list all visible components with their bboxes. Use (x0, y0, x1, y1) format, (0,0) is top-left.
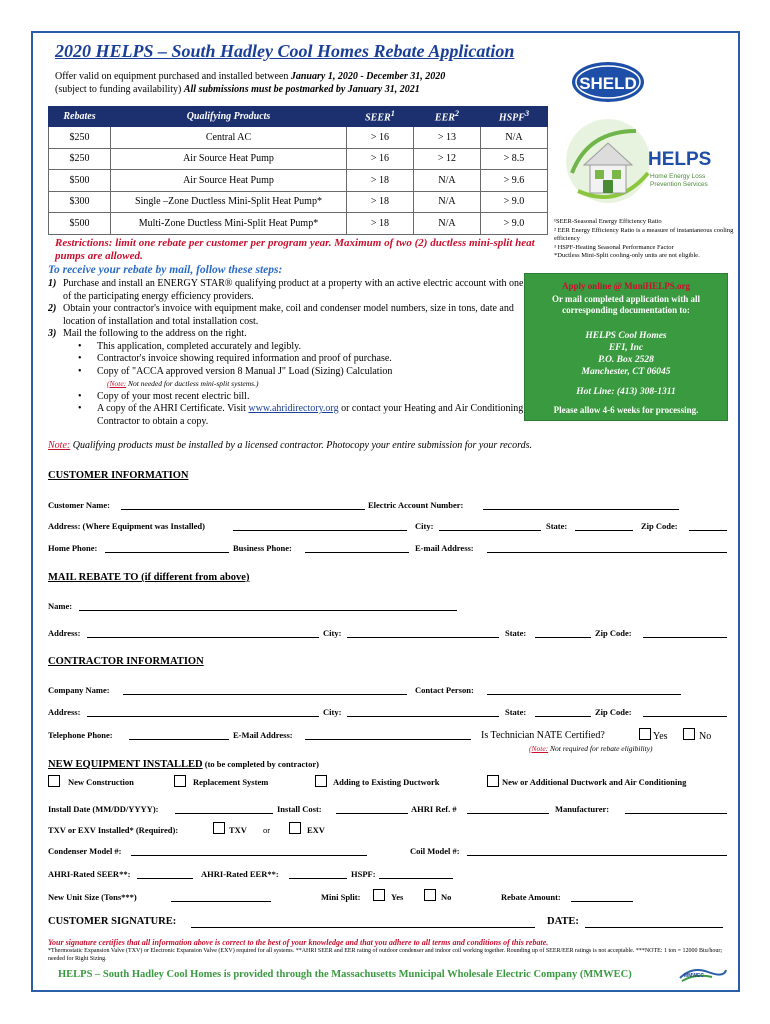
licensed-contractor-note: Note: Qualifying products must be installed by a licensed contractor. Photocopy your entire submission for your records. (48, 440, 533, 451)
ductless-note: (Note: Not needed for ductless mini-split systems.) (107, 379, 259, 388)
manufacturer-field[interactable] (625, 813, 727, 814)
page-title: 2020 HELPS – South Hadley Cool Homes Rebate Application (55, 41, 515, 61)
signature-label: CUSTOMER SIGNATURE: (48, 916, 177, 927)
mini-split-yes-label: Yes (391, 892, 404, 902)
contractor-email-label: E-Mail Address: (233, 730, 293, 740)
nate-no-label: No (699, 731, 712, 742)
restrictions-text: Restrictions: limit one rebate per customer per program year. Maximum of two (2) ductless mini-split heat pumps are allowed. (55, 237, 535, 262)
company-name-field[interactable] (123, 694, 407, 695)
customer-zip-field[interactable] (689, 530, 727, 531)
txv-exv-label: TXV or EXV Installed* (Required): (48, 825, 179, 835)
mini-split-no-label: No (441, 892, 452, 902)
rebate-table-header (49, 107, 548, 127)
list-item: 2) Obtain your contractor's invoice with equipment make, coil and condenser model numbers, size in tons, date and location of installation and total installation cost. (48, 303, 514, 327)
contractor-info-heading: CONTRACTOR INFORMATION (48, 656, 204, 667)
processing-time: Please allow 4-6 weeks for processing. (553, 405, 699, 415)
nate-yes-checkbox[interactable] (639, 728, 651, 740)
nate-question: Is Technician NATE Certified? (481, 730, 605, 741)
replacement-system-label: Replacement System (193, 777, 269, 787)
sheld-logo-text: SHELD (579, 74, 637, 93)
contractor-phone-field[interactable] (129, 739, 229, 740)
signature-date-label: DATE: (547, 916, 579, 927)
list-item: • Copy of "ACCA approved version 8 Manual J" Load (Sizing) Calculation (78, 365, 393, 377)
list-item: • A copy of the AHRI Certificate. Visit www.ahridirectory.org or contact your Heating and Air Conditioning Contractor to obtain a copy. (78, 403, 524, 427)
contractor-zip-field[interactable] (643, 716, 727, 717)
footer-text: HELPS – South Hadley Cool Homes is provided through the Massachusetts Municipal Wholesale Electric Company (MMWEC) (58, 969, 632, 980)
unit-size-field[interactable] (171, 901, 271, 902)
mmwec-logo-text: MMWEC (684, 973, 704, 979)
customer-name-field[interactable] (121, 509, 365, 510)
helps-tagline-1: Home Energy Loss (650, 173, 706, 180)
install-cost-label: Install Cost: (277, 804, 322, 814)
account-number-field[interactable] (483, 509, 679, 510)
contact-person-field[interactable] (487, 694, 681, 695)
contractor-zip-label: Zip Code: (595, 707, 632, 717)
ahri-directory-link[interactable]: www.ahridirectory.org (248, 403, 339, 414)
col-rebates: Rebates (49, 107, 111, 127)
rebate-amount-label: Rebate Amount: (501, 892, 561, 902)
ahri-ref-field[interactable] (467, 813, 549, 814)
rebate-table (48, 106, 548, 235)
txv-checkbox[interactable] (213, 822, 225, 834)
instructions-list (48, 278, 528, 428)
hspf-label: HSPF: (351, 869, 376, 879)
mailing-info-box (524, 273, 728, 421)
mail-state-label: State: (505, 628, 527, 638)
existing-ductwork-checkbox[interactable] (315, 775, 327, 787)
txv-label: TXV (229, 825, 247, 835)
table-row: $250 Air Source Heat Pump > 16 > 12 > 8.5 (49, 148, 548, 170)
nate-no-checkbox[interactable] (683, 728, 695, 740)
equipment-heading: NEW EQUIPMENT INSTALLED (to be completed by contractor) (48, 759, 319, 770)
contractor-phone-label: Telephone Phone: (48, 730, 113, 740)
company-name-label: Company Name: (48, 685, 110, 695)
coil-model-field[interactable] (467, 855, 727, 856)
business-phone-field[interactable] (305, 552, 409, 553)
seer-field[interactable] (137, 878, 193, 879)
mail-zip-field[interactable] (643, 637, 727, 638)
mail-city-label: City: (323, 628, 342, 638)
contractor-city-field[interactable] (347, 716, 499, 717)
list-item: 3) Mail the following to the address on the right. (48, 328, 247, 339)
mail-name-field[interactable] (79, 610, 457, 611)
signature-certification: Your signature certifies that all information above is correct to the best of your knowledge and that you adhere to all terms and conditions of this rebate. (48, 938, 549, 947)
table-row: $300 Single –Zone Ductless Mini-Split Heat Pump* > 18 N/A > 9.0 (49, 191, 548, 213)
footnote-eer: ² EER Energy Efficiency Ratio is a measure of instantaneous cooling efficiency (554, 226, 734, 242)
col-qualifying-products: Qualifying Products (111, 107, 347, 127)
customer-name-label: Customer Name: (48, 500, 110, 510)
customer-city-label: City: (415, 521, 434, 531)
nate-note: (Note: Not required for rebate eligibility) (529, 744, 653, 753)
contractor-address-field[interactable] (87, 716, 319, 717)
mail-address-field[interactable] (87, 637, 319, 638)
signature-field[interactable] (191, 927, 535, 928)
col-eer: EER$^2$ (414, 107, 481, 127)
customer-info-heading: CUSTOMER INFORMATION (48, 470, 189, 481)
list-item: • This application, completed accurately and legibly. (78, 340, 301, 352)
helps-tagline-2: Prevention Services (650, 181, 708, 188)
mini-split-yes-checkbox[interactable] (373, 889, 385, 901)
offer-dates: January 1, 2020 - December 31, 2020 (290, 71, 446, 82)
mmwec-logo (678, 964, 728, 984)
hotline: Hot Line: (413) 308-1311 (576, 387, 676, 397)
mail-zip-label: Zip Code: (595, 628, 632, 638)
customer-state-label: State: (546, 521, 568, 531)
txv-exv-or: or (263, 825, 271, 835)
offer-line-2: (subject to funding availability) (55, 84, 184, 95)
footnote-hspf: ³ HSPF-Heating Seasonal Performance Factor (554, 243, 674, 251)
list-item: 1) Purchase and install an ENERGY STAR® qualifying product at a property with an active electric account with one of the participating energy efficiency providers. (48, 278, 524, 302)
fine-print: *Thermostatic Expansion Valve (TXV) or Electronic Expansion Valve (EXV) required for all systems. **AHRI SEER and EER rating of outdoor condenser and indoor coil working together. Rounding up of SEER/EER ratings is not acceptable. ***NOTE: 1 ton = 12000 Btu/hour; needed for Right Sizing. (48, 948, 723, 962)
table-row: $500 Air Source Heat Pump > 18 N/A > 9.6 (49, 170, 548, 192)
install-date-label: Install Date (MM/DD/YYYY): (48, 804, 159, 814)
unit-size-label: New Unit Size (Tons***) (48, 892, 137, 902)
customer-address-field[interactable] (233, 530, 407, 531)
exv-checkbox[interactable] (289, 822, 301, 834)
condenser-model-field[interactable] (131, 855, 367, 856)
postmark-deadline: All submissions must be postmarked by January 31, 2021 (183, 84, 420, 95)
mailing-address: HELPS Cool Homes EFI, Inc P.O. Box 2528 Manchester, CT 06045 Hot Line: (413) 308-1311 (525, 330, 727, 398)
install-cost-field[interactable] (336, 813, 408, 814)
signature-date-field[interactable] (585, 927, 723, 928)
business-phone-label: Business Phone: (233, 543, 292, 553)
footnote-seer: ¹SEER-Seasonal Energy Efficiency Ratio (554, 218, 662, 225)
helps-logo (558, 113, 728, 223)
home-phone-field[interactable] (105, 552, 229, 553)
contact-person-label: Contact Person: (415, 685, 474, 695)
mail-rebate-heading: MAIL REBATE TO (if different from above) (48, 572, 250, 583)
replacement-system-checkbox[interactable] (174, 775, 186, 787)
table-row: $250 Central AC > 16 > 13 N/A (49, 127, 548, 149)
rebate-amount-field[interactable] (571, 901, 633, 902)
rebate-application-form (31, 31, 740, 992)
customer-address-label: Address: (Where Equipment was Installed) (48, 521, 205, 531)
customer-city-field[interactable] (439, 530, 541, 531)
list-item: • Contractor's invoice showing required information and proof of purchase. (78, 353, 392, 364)
table-row: $500 Multi-Zone Ductless Mini-Split Heat Pump* > 18 N/A > 9.0 (49, 213, 548, 235)
mail-instructions: Or mail completed application with all corresponding documentation to: (551, 294, 701, 315)
offer-line-1: Offer valid on equipment purchased and installed between (55, 71, 291, 82)
new-construction-label: New Construction (68, 777, 134, 787)
new-ductwork-label: New or Additional Ductwork and Air Conditioning (502, 777, 687, 787)
list-item: • Copy of your most recent electric bill. (78, 390, 250, 402)
col-seer: SEER$^1$ (347, 107, 414, 127)
mail-address-label: Address: (48, 628, 81, 638)
seer-label: AHRI-Rated SEER**: (48, 869, 131, 879)
account-number-label: Electric Account Number: (368, 500, 464, 510)
existing-ductwork-label: Adding to Existing Ductwork (333, 777, 440, 787)
instructions-heading: To receive your rebate by mail, follow these steps: (48, 264, 283, 276)
customer-email-label: E-mail Address: (415, 543, 474, 553)
mail-city-field[interactable] (347, 637, 499, 638)
contractor-address-label: Address: (48, 707, 81, 717)
contractor-state-label: State: (505, 707, 527, 717)
exv-label: EXV (307, 825, 325, 835)
condenser-model-label: Condenser Model #: (48, 846, 122, 856)
mini-split-no-checkbox[interactable] (424, 889, 436, 901)
mini-split-label: Mini Split: (321, 892, 361, 902)
table-footnotes (554, 218, 739, 261)
nate-yes-label: Yes (653, 731, 668, 742)
contractor-state-field[interactable] (535, 716, 591, 717)
col-hspf: HSPF$^3$ (481, 107, 548, 127)
new-construction-checkbox[interactable] (48, 775, 60, 787)
hspf-field[interactable] (379, 878, 453, 879)
contractor-city-label: City: (323, 707, 342, 717)
customer-state-field[interactable] (575, 530, 633, 531)
eer-label: AHRI-Rated EER**: (201, 869, 279, 879)
install-date-field[interactable] (175, 813, 273, 814)
customer-zip-label: Zip Code: (641, 521, 678, 531)
footnote-ductless: *Ductless Mini-Split cooling-only units are not eligible. (554, 252, 700, 259)
coil-model-label: Coil Model #: (410, 846, 460, 856)
customer-email-field[interactable] (487, 552, 727, 553)
home-phone-label: Home Phone: (48, 543, 98, 553)
eer-field[interactable] (289, 878, 347, 879)
sheld-logo (570, 60, 646, 104)
apply-online-link[interactable]: Apply online @ MuniHELPS.org (562, 281, 690, 291)
manufacturer-label: Manufacturer: (555, 804, 610, 814)
contractor-email-field[interactable] (305, 739, 471, 740)
offer-text (55, 70, 445, 96)
new-ductwork-checkbox[interactable] (487, 775, 499, 787)
mail-state-field[interactable] (535, 637, 591, 638)
mail-name-label: Name: (48, 601, 73, 611)
ahri-ref-label: AHRI Ref. # (411, 804, 457, 814)
helps-logo-text: HELPS (648, 149, 712, 170)
